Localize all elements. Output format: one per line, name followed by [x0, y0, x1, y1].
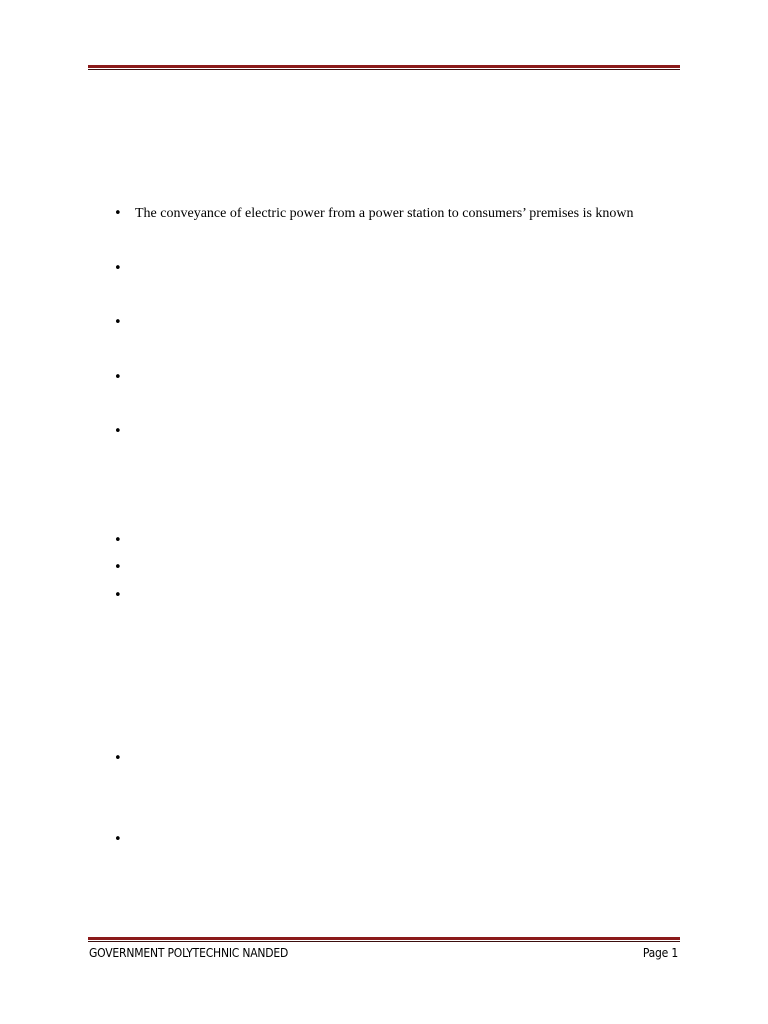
bullet-8: •	[114, 588, 122, 603]
bullet-10: •	[114, 832, 122, 847]
bullet-6: •	[114, 533, 122, 548]
bullet-3: •	[114, 315, 122, 330]
footer-rule-thick	[88, 937, 680, 940]
header-rule-thin	[88, 69, 680, 70]
bullet-9: •	[114, 751, 122, 766]
bullet-5: •	[114, 424, 122, 439]
bullet-2: •	[114, 261, 122, 276]
footer-page-number: Page 1	[642, 946, 678, 960]
footer-institution: GOVERNMENT POLYTECHNIC NANDED	[89, 946, 289, 960]
bullet-7: •	[114, 560, 122, 575]
footer-rule-thin	[88, 941, 680, 942]
bullet-1: •	[114, 206, 122, 221]
footer-rule	[88, 937, 680, 943]
header-rule-thick	[88, 65, 680, 68]
bullet-4: •	[114, 370, 122, 385]
bullet-1-text: The conveyance of electric power from a power station to consumers’ premises is known	[135, 206, 634, 221]
header-rule	[88, 65, 680, 71]
